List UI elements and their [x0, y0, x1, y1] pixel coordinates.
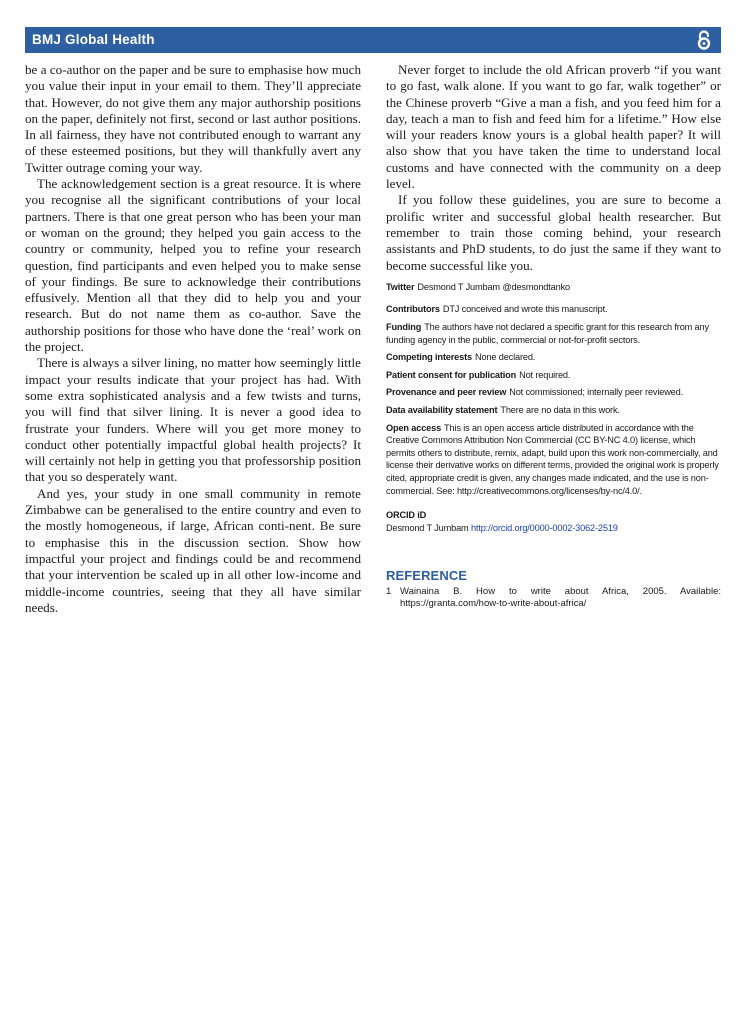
meta-label: ORCID iD — [386, 510, 427, 521]
open-access-icon — [696, 29, 712, 51]
body-paragraph: The acknowledgement section is a great resource. It is where you recognise all the significant contributions of your local partners. There is that one great person who has been your man or woman on the ground; they helped you gain access to the country or community, helped you to refine your research question, find participants and even helped you to make sense of your findings. Be sure to acknowledge their contributions effusively. Mention all that they did to help you and your research. But do not name them as co-author. Save the authorship positions for those who have done the ‘real’ work on the project. — [25, 176, 361, 355]
meta-label: Patient consent for publication — [386, 369, 517, 380]
meta-text: There are no data in this work. — [500, 405, 620, 416]
funding-note — [386, 321, 721, 346]
orcid-entry — [386, 522, 721, 535]
reference-text: Wainaina B. How to write about Africa, 2005. Available: https://granta.com/how-to-write-about-africa/ — [400, 585, 721, 609]
patient-consent-note — [386, 369, 721, 382]
meta-text: Desmond T Jumbam @desmondtanko — [417, 281, 570, 292]
meta-label: Competing interests — [386, 352, 472, 363]
provenance-note — [386, 386, 721, 399]
right-column — [386, 62, 721, 610]
meta-text: None declared. — [474, 352, 536, 363]
meta-text: This is an open access article distributed in accordance with the Creative Commons Attribution Non Commercial (CC BY-NC 4.0) license, which permits others to distribute, remix, adapt, build upon this work non-commercially, and license their derivative works on different terms, provided the original work is properly cited, appropriate credit is given, any changes made indicated, and the use is non-commercial. See: http://creativecommons.org/licenses/by-nc/4.0/. — [386, 422, 719, 496]
data-availability-note — [386, 404, 721, 417]
orcid-link[interactable]: http://orcid.org/0000-0002-3062-2519 — [470, 522, 618, 533]
meta-label: Data availability statement — [386, 405, 498, 416]
meta-text: Not required. — [519, 369, 571, 380]
body-paragraph: Never forget to include the old African proverb “if you want to go fast, walk alone. If you want to go far, walk together” or the Chinese proverb “Give a man a fish, and you feed him for a day, teach a man to fish and feed him for a lifetime.” How else will your readers know yours is a global health paper? It will also show that you have taken the time to understand local customs and have connected with the community on a deep level. — [386, 62, 721, 192]
reference-heading: REFERENCE — [386, 568, 468, 584]
meta-label: Twitter — [386, 281, 415, 292]
meta-label: Provenance and peer review — [386, 387, 507, 398]
meta-label: Contributors — [386, 304, 440, 315]
orcid-heading — [386, 509, 721, 522]
body-paragraph: If you follow these guidelines, you are sure to become a prolific writer and successful global health researcher. But remember to train those coming behind, your research assistants and PhD students, to do just the same if they want to become successful like you. — [386, 192, 721, 273]
twitter-note — [386, 281, 721, 294]
left-column — [25, 62, 361, 616]
contributors-note — [386, 303, 721, 316]
body-paragraph: And yes, your study in one small community in remote Zimbabwe can be generalised to the entire country and even to the mostly homogeneous, if large, African conti-nent. Be sure to emphasise this in the discussion section. Show how impactful your project and findings could be and recommend that your intervention be scaled up in all other low-income and middle-income countries, seeing that they all have similar needs. — [25, 485, 361, 615]
meta-text: The authors have not declared a specific grant for this research from any funding agency in the public, commercial or not-for-profit sectors. — [386, 322, 709, 345]
competing-interests-note — [386, 351, 721, 364]
reference-number: 1 — [386, 585, 392, 597]
orcid-name: Desmond T Jumbam — [386, 522, 469, 533]
body-paragraph: There is always a silver lining, no matter how seemingly little impact your results indicate that your project has had. With some extra sophisticated analysis and a few twists and turns, you will find that silver lining. It is never a good idea to frustrate your funders. Where will you get more money to conduct other potentially impactful global health projects? It will certainly not help in getting you that professorship position that you so desperately want. — [25, 355, 361, 485]
meta-text: DTJ conceived and wrote this manuscript. — [442, 304, 608, 315]
body-paragraph: be a co-author on the paper and be sure to emphasise how much you value their input in your email to them. They’ll appreciate that. However, do not give them any major authorship positions on the paper, definitely not first, second or last author positions. In all fairness, they have not contributed enough to warrant any of these esteemed positions, but they will thankfully avert any Twitter outrage coming your way. — [25, 62, 361, 175]
meta-text: Not commissioned; internally peer reviewed. — [509, 387, 684, 398]
journal-header-bar — [25, 27, 721, 53]
journal-title: BMJ Global Health — [32, 32, 155, 47]
meta-label: Funding — [386, 322, 422, 333]
reference-item — [386, 586, 721, 610]
open-access-note — [386, 422, 721, 498]
meta-label: Open access — [386, 422, 442, 433]
